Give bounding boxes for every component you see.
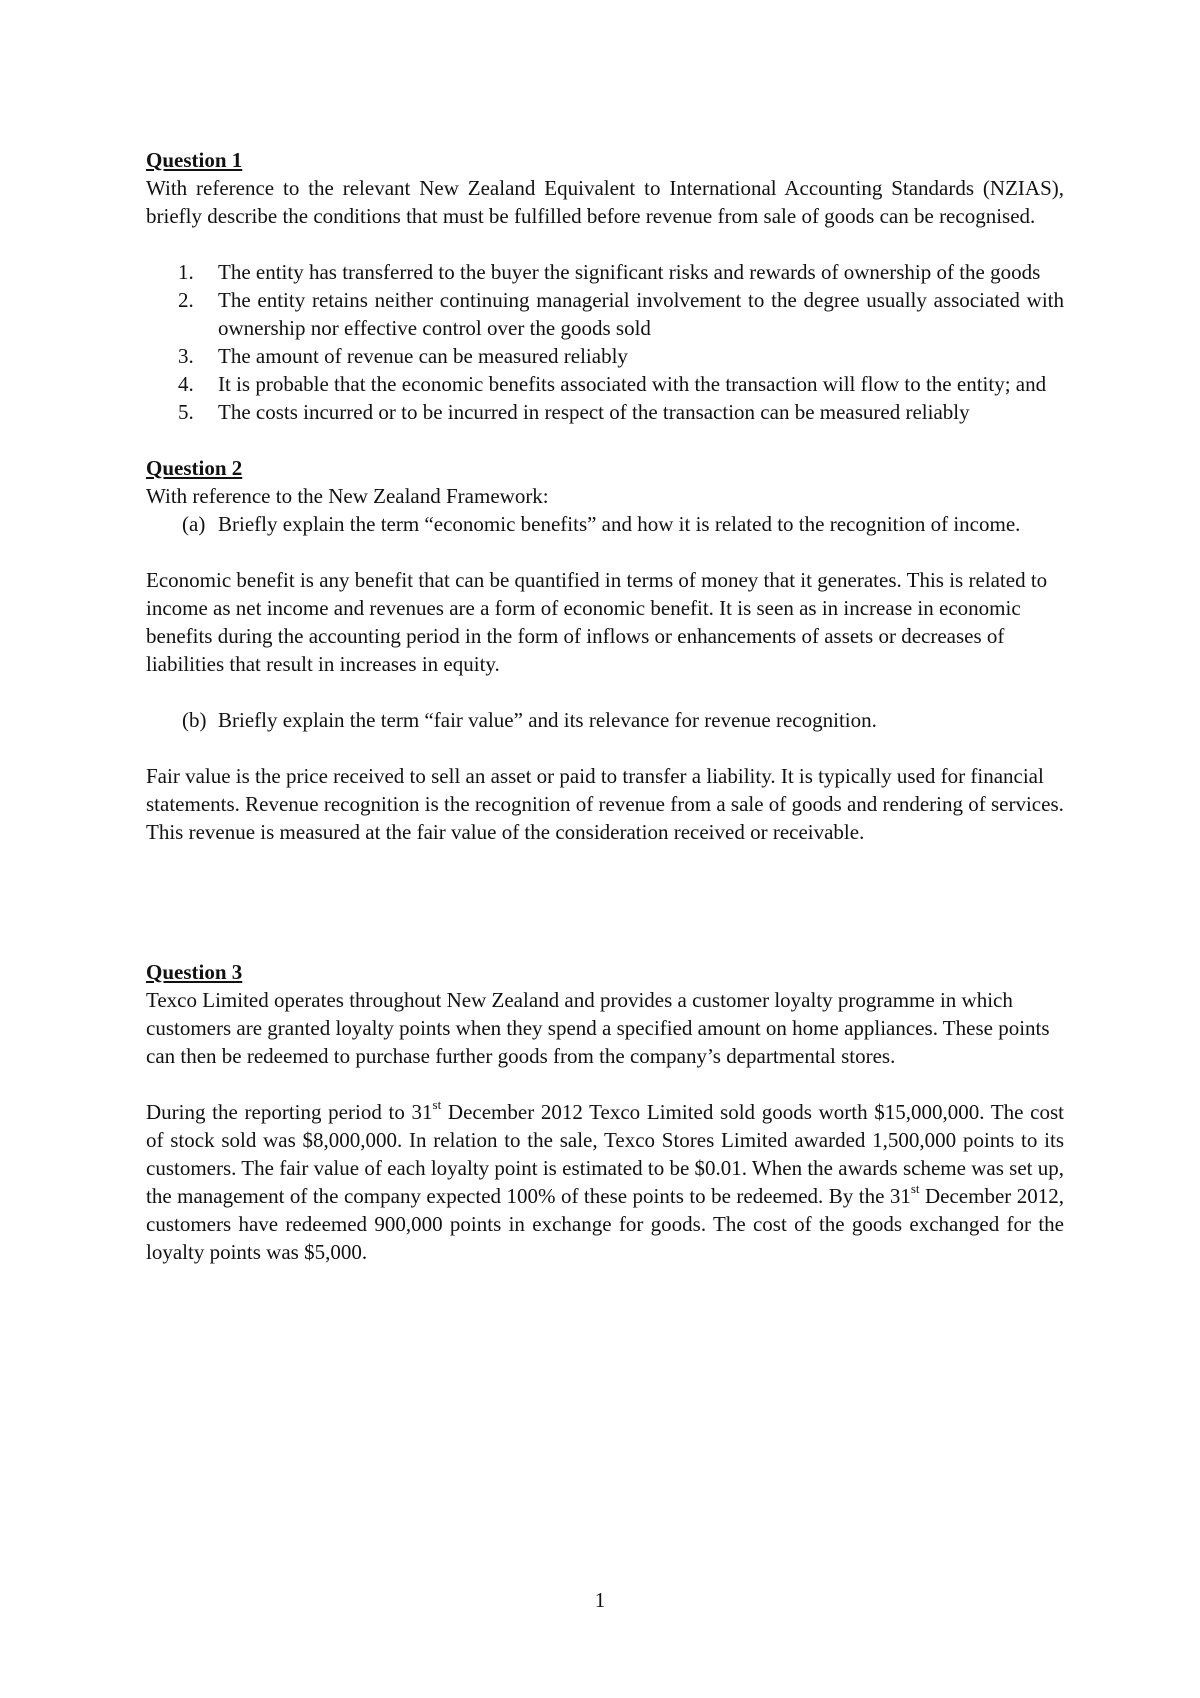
paragraph-2-segment: During the reporting period to 31 — [146, 1100, 433, 1124]
list-item — [146, 398, 1064, 426]
question-3-paragraph-1: Texco Limited operates throughout New Zealand and provides a customer loyalty programme in which customers are granted loyalty points when they spend a specified amount on home appliances. These points can then be redeemed to purchase further goods from the company’s departmental stores. — [146, 988, 1050, 1068]
list-item — [146, 258, 1064, 286]
question-3-heading: Question 3 — [146, 960, 243, 984]
part-b-text: Briefly explain the term “fair value” and its relevance for revenue recognition. — [218, 708, 877, 732]
ordinal-suffix: st — [432, 1097, 442, 1112]
list-item-text: The entity has transferred to the buyer the significant risks and rewards of ownership of the goods — [218, 260, 1041, 284]
page-number: 1 — [594, 1588, 606, 1612]
list-item-number: 4. — [178, 372, 194, 396]
list-item-text: The amount of revenue can be measured reliably — [218, 344, 628, 368]
list-item — [146, 370, 1064, 398]
ordinal-suffix: st — [910, 1181, 920, 1196]
list-item — [146, 342, 1064, 370]
question-1-heading: Question 1 — [146, 148, 243, 172]
question-2-answer-a: Economic benefit is any benefit that can be quantified in terms of money that it generates. This is related to income as net income and revenues are a form of economic benefit. It is seen as in increase in economic benefits during the accounting period in the form of inflows or enhancements of assets or decreases of liabilities that result in increases in equity. — [146, 568, 1048, 676]
question-1-prompt: With reference to the relevant New Zealand Equivalent to International Accounting Standards (NZIAS), briefly describe the conditions that must be fulfilled before revenue from sale of goods can be recognised. — [146, 176, 1064, 228]
question-3-paragraph-2 — [146, 1098, 1064, 1266]
part-a-text: Briefly explain the term “economic benefits” and how it is related to the recognition of income. — [218, 512, 1021, 536]
list-item-number: 2. — [178, 288, 194, 312]
list-item-number: 1. — [178, 260, 194, 284]
question-2-part-a — [146, 510, 1064, 538]
list-item-number: 3. — [178, 344, 194, 368]
part-a-label: (a) — [182, 512, 206, 536]
paragraph-2-segment: December 2012, customers have redeemed 900,000 points in exchange for goods. The cost of the goods exchanged for the loyalty points was $5,000. — [146, 1184, 1064, 1264]
list-item-text: The entity retains neither continuing managerial involvement to the degree usually associated with ownership nor effective control over the goods sold — [218, 288, 1064, 340]
list-item-number: 5. — [178, 400, 194, 424]
list-item — [146, 286, 1064, 342]
document-page — [146, 146, 1064, 1266]
question-2-heading: Question 2 — [146, 456, 243, 480]
question-2-intro: With reference to the New Zealand Framework: — [146, 484, 549, 508]
question-2-answer-b: Fair value is the price received to sell an asset or paid to transfer a liability. It is typically used for financial statements. Revenue recognition is the recognition of revenue from a sale of goods and rendering of services. This revenue is measured at the fair value of the consideration received or receivable. — [146, 764, 1064, 844]
part-b-label: (b) — [182, 708, 207, 732]
question-1-conditions-list — [146, 258, 1064, 426]
list-item-text: The costs incurred or to be incurred in respect of the transaction can be measured reliably — [218, 400, 970, 424]
question-2-part-b — [146, 706, 1064, 734]
paragraph-2-segment: December 2012 Texco Limited sold goods worth $15,000,000. The cost of stock sold was $8,000,000. In relation to the sale, Texco Stores Limited awarded 1,500,000 points to its customers. The fair value of each loyalty point is estimated to be $0.01. When the awards scheme was set up, the management of the company expected 100% of these points to be redeemed. By the 31 — [146, 1100, 1064, 1208]
list-item-text: It is probable that the economic benefits associated with the transaction will flow to the entity; and — [218, 372, 1047, 396]
